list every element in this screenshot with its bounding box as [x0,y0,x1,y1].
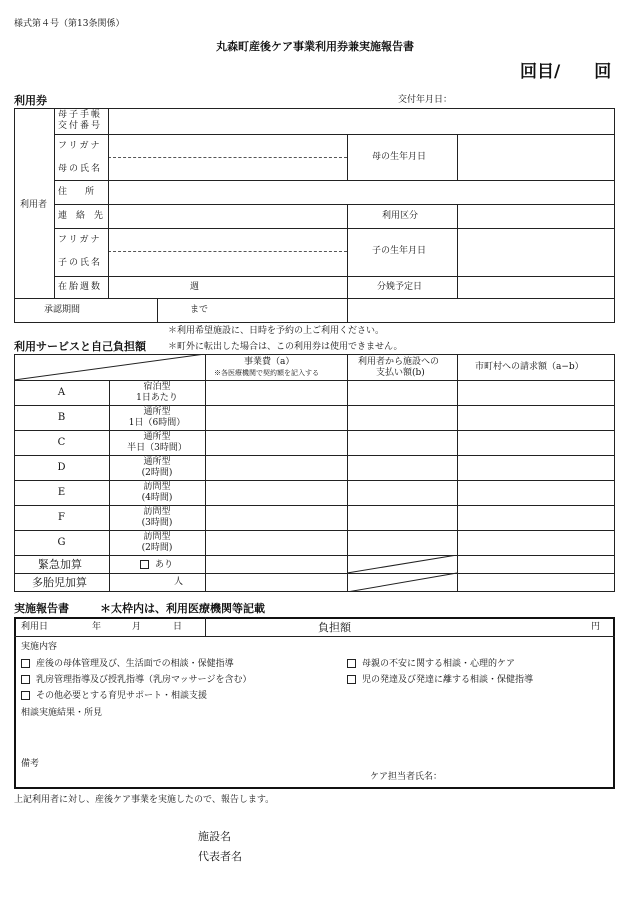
item-label: その他必要とする育児サポート・相談支援 [36,691,208,701]
relocation-note: ＊町外に転出した場合は、この利用券は使用できません。 [168,342,403,352]
voucher-heading: 利用券 [14,94,47,107]
content-item-child-dev[interactable] [347,675,533,685]
handbook-label-1: 母子手帳 [58,110,103,120]
service-code: G [57,536,66,548]
service-type-line-2: (2時間) [141,542,173,553]
checkbox-psych[interactable] [347,659,356,668]
service-type-line-1: 訪問型 [143,507,171,518]
user-label: 利用者 [20,200,48,210]
checkbox-child-dev[interactable] [347,675,356,684]
service-type-line-1: 訪問型 [143,482,171,493]
burden-amount-label: 負担額 [318,621,351,634]
child-name-label: 子の氏名 [58,258,103,268]
item-label: 母親の不安に関する相談・心理的ケア [362,659,516,669]
service-type [109,430,205,455]
checkbox-breast[interactable] [21,675,30,684]
service-type [109,405,205,430]
contact-label: 連 絡 先 [58,211,104,221]
report-heading-note: ＊太枠内は、利用医療機関等記載 [100,602,265,615]
item-label: 乳房管理指導及び授乳指導（乳房マッサージを含む） [36,675,252,685]
page-title: 丸森町産後ケア事業利用券兼実施報告書 [216,40,414,53]
service-type-line-2: (4時間) [141,492,173,503]
blocked-cell-diagonals [347,555,458,592]
service-type-line-1: 訪問型 [143,532,171,543]
usage-date-label: 利用日 [21,622,49,632]
year-unit: 年 [92,622,102,632]
yen-unit: 円 [591,622,601,632]
service-type [109,455,205,480]
child-furigana-label: フリガナ [58,235,102,245]
visit-count: 回目/ 回 [520,62,612,82]
facility-name-label: 施設名 [198,830,231,843]
service-type [109,380,205,405]
service-type-line-2: 1日（6時間） [128,417,186,428]
content-item-postpartum[interactable] [21,659,234,669]
content-label: 実施内容 [21,642,58,652]
service-type-line-1: 通所型 [143,457,171,468]
day-unit: 日 [173,622,183,632]
report-heading: 実施報告書 [14,602,69,615]
col-fee-note: ※各医療機関で契約額を記入する [214,369,319,377]
service-type-line-1: 通所型 [143,432,171,443]
child-dob-label: 子の生年月日 [372,246,427,256]
service-code: A [57,386,66,398]
emergency-option[interactable] [140,560,173,570]
mother-name-label: 母の氏名 [58,164,103,174]
col-pay-header-1: 利用者から施設への [358,357,440,367]
mother-dob-label: 母の生年月日 [372,152,427,162]
service-type [109,505,205,530]
service-type-line-2: (2時間) [141,467,173,478]
content-item-breast[interactable] [21,675,251,685]
gestation-weeks-label: 在胎週数 [58,282,103,292]
representative-label: 代表者名 [198,850,242,863]
service-type-line-2: (3時間) [141,517,173,528]
report-statement: 上記利用者に対し、産後ケア事業を実施したので、報告します。 [14,795,275,805]
service-type-line-1: 通所型 [143,407,171,418]
col-claim-header: 市町村への請求額（a−b） [475,362,584,372]
content-item-psych[interactable] [347,659,515,669]
approval-until: まで [190,305,209,315]
checkbox-other[interactable] [21,691,30,700]
remarks-label: 備考 [21,759,40,769]
month-unit: 月 [132,622,142,632]
service-code: C [57,436,66,448]
issue-date-label: 交付年月日： [398,95,453,105]
item-label: 産後の母体管理及び、生活面での相談・保健指導 [36,659,234,669]
service-type-line-2: 1日あたり [136,392,178,403]
emergency-checkbox[interactable] [140,560,149,569]
service-code: F [58,511,65,523]
multiple-birth-unit: 人 [174,577,184,587]
usage-category-label: 利用区分 [382,211,419,221]
service-code: D [57,461,66,473]
mother-furigana-label: フリガナ [58,141,102,151]
approval-period-label: 承認期間 [44,305,81,315]
form-number: 様式第４号（第13条関係） [14,19,125,29]
header-diagonal [14,354,206,381]
service-type-line-1: 宿泊型 [143,382,171,393]
emergency-label: 緊急加算 [38,558,82,571]
results-label: 相談実施結果・所見 [21,708,103,718]
service-code: E [57,486,66,498]
report-box [14,617,615,789]
item-label: 児の発達及び発達に離する相談・保健指導 [362,675,534,685]
weeks-unit: 週 [190,282,200,292]
due-date-label: 分娩予定日 [377,282,423,292]
col-fee-header: 事業費（a） [244,357,295,367]
care-staff-label: ケア担当者氏名： [370,772,443,782]
service-type [109,530,205,555]
services-heading: 利用サービスと自己負担額 [14,340,146,353]
handbook-label-2: 交付番号 [58,121,103,131]
checkbox-postpartum[interactable] [21,659,30,668]
multiple-birth-label: 多胎児加算 [32,576,87,589]
service-type-line-2: 半日（3時間） [127,442,187,453]
service-code: B [57,411,66,423]
reservation-note: ＊利用希望施設に、日時を予約の上ご利用ください。 [168,326,385,336]
service-type [109,480,205,505]
content-item-other[interactable] [21,691,207,701]
address-label: 住 所 [58,187,95,197]
emergency-value: あり [155,560,174,570]
col-pay-header-2: 支払い額(b) [376,368,425,378]
